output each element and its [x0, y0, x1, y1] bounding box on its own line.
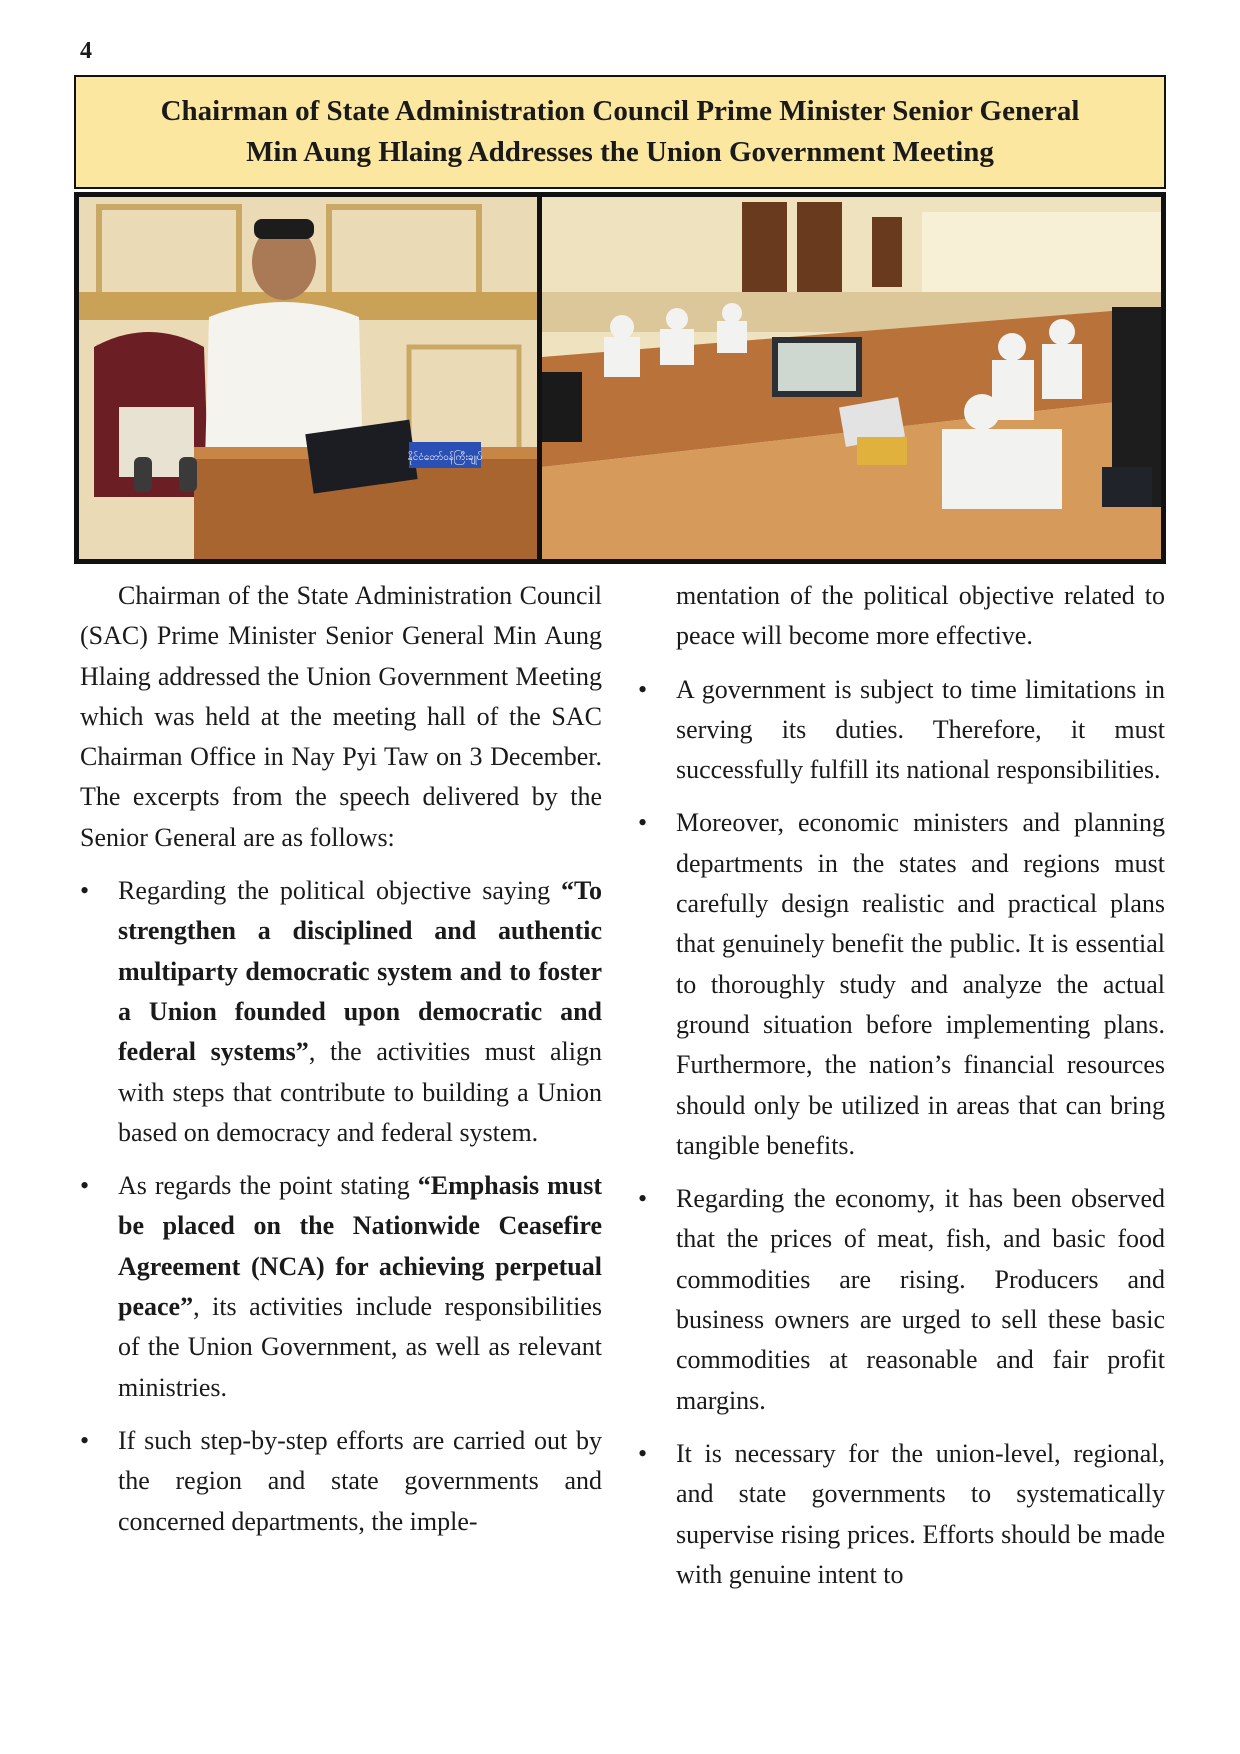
right-bullet-list	[638, 576, 1165, 1595]
list-item: • It is necessary for the union-level, regional, and state governments to systematically supervise rising prices. Efforts should be made with genuine intent to	[638, 1434, 1165, 1595]
title-line-1: Chairman of State Administration Council Prime Minister Senior General	[160, 95, 1080, 127]
photo-meeting-hall	[542, 197, 1161, 559]
speaker-photo-illustration	[79, 197, 537, 559]
bullet-emphasis: “To strengthen a disciplined and authentic multiparty democratic system and to foster a Union founded upon democratic and federal systems”	[118, 876, 602, 1067]
nameplate-text: နိုင်ငံတော်ဝန်ကြီးချုပ်	[407, 452, 483, 463]
list-item: • Regarding the economy, it has been observed that the prices of meat, fish, and basic food commodities are rising. Producers and business owners are urged to sell these basic commodities at reasonable and fair profit margins.	[638, 1179, 1165, 1421]
meeting-hall-photo-illustration	[542, 197, 1161, 559]
list-item: • A government is subject to time limitations in serving its duties. Therefore, it must successfully fulfill its national responsibilities.	[638, 670, 1165, 791]
photo-strip	[74, 192, 1166, 564]
title-line-2: Min Aung Hlaing Addresses the Union Government Meeting	[246, 136, 994, 168]
bullet-emphasis: “Emphasis must be placed on the Nationwide Ceasefire Agreement (NCA) for achieving perpetual peace”	[118, 1171, 603, 1322]
list-item-continuation: mentation of the political objective related to peace will become more effective.	[676, 581, 1165, 651]
list-item	[80, 871, 602, 1153]
left-column	[80, 576, 602, 1542]
page-number: 4	[80, 38, 92, 64]
list-item	[80, 1166, 602, 1408]
list-item: • If such step-by-step efforts are carried out by the region and state governments and concerned departments, the imple-	[80, 1421, 602, 1542]
bullet-text-pre: Regarding the political objective saying	[118, 876, 562, 906]
right-column	[638, 576, 1165, 1595]
bullet-text-pre: As regards the point stating	[118, 1171, 418, 1201]
photo-speaker	[79, 197, 537, 559]
bullet-text-post: , the activities must align with steps that contribute to building a Union based on democracy and federal system.	[118, 1037, 602, 1147]
bullet-text-post: , its activities include responsibilities of the Union Government, as well as relevant ministries.	[118, 1292, 602, 1402]
list-item: • Moreover, economic ministers and planning departments in the states and regions must carefully design realistic and practical plans that genuinely benefit the public. It is essential to thoroughly study and analyze the actual ground situation before implementing plans. Furthermore, the nation’s financial resources should only be utilized in areas that can bring tangible benefits.	[638, 803, 1165, 1166]
intro-paragraph: Chairman of the State Administration Council (SAC) Prime Minister Senior General Min Aung Hlaing addressed the Union Government Meeting which was held at the meeting hall of the SAC Chairman Office in Nay Pyi Taw on 3 December. The excerpts from the speech delivered by the Senior General are as follows:	[80, 581, 602, 852]
article-title	[74, 75, 1166, 189]
left-bullet-list	[80, 871, 602, 1542]
